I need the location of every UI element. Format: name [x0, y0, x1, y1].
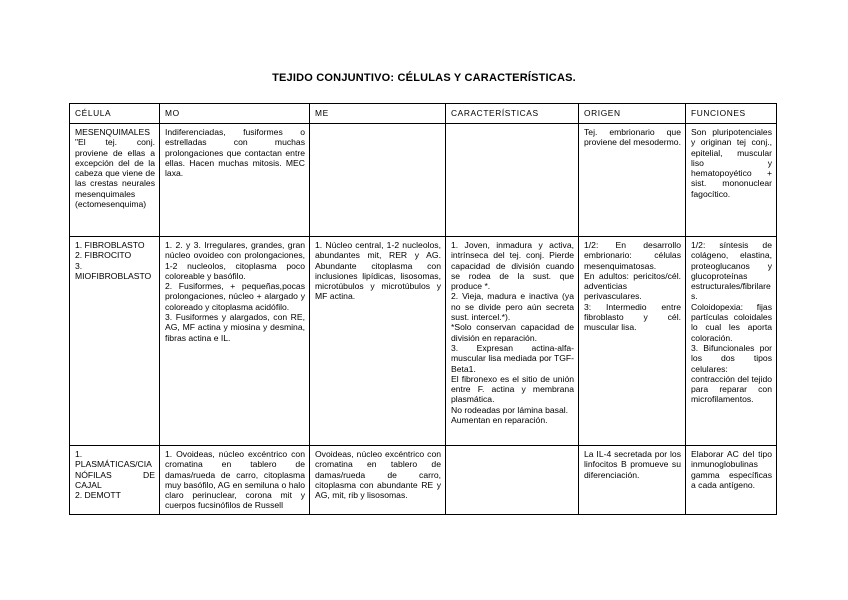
cell-me: 1. Núcleo central, 1-2 nucleolos, abundantes mit, RER y AG. Abundante citoplasma con inclusiones lipídicas, lisosomas, microtúbulos y microtúbulos y MF actina.	[310, 237, 446, 446]
cell-me: Ovoideas, núcleo excéntrico con cromatina en tablero de damas/rueda de carro, citoplasma con abundante RE y AG, mit, rib y lisosomas.	[310, 446, 446, 515]
cell-funciones: Son pluripotenciales y originan tej conj., epitelial, muscular liso y hematopoyético + sist. mononuclear fagocítico.	[686, 124, 777, 237]
header-caracteristicas: CARACTERÍSTICAS	[446, 104, 579, 124]
cell-origen: 1/2: En desarrollo embrionario: células mesenquimatosas. En adultos: pericitos/cél. adventicias perivasculares. 3: Intermedio entre fibroblasto y cél. muscular lisa.	[579, 237, 686, 446]
cell-caracteristicas	[446, 124, 579, 237]
table-row	[70, 124, 777, 237]
cell-origen: La IL-4 secretada por los linfocitos B promueve su diferenciación.	[579, 446, 686, 515]
header-me: ME	[310, 104, 446, 124]
cell-mo: Indiferenciadas, fusiformes o estrelladas con muchas prolongaciones que contactan entre ellas. Hacen muchas mitosis. MEC laxa.	[160, 124, 310, 237]
cell-me	[310, 124, 446, 237]
header-celula: CÉLULA	[70, 104, 160, 124]
header-funciones: FUNCIONES	[686, 104, 777, 124]
table-header-row	[70, 104, 777, 124]
cell-origen: Tej. embrionario que proviene del mesodermo.	[579, 124, 686, 237]
header-mo: MO	[160, 104, 310, 124]
table-row	[70, 446, 777, 515]
cell-table	[69, 103, 777, 515]
cell-mo: 1. Ovoideas, núcleo excéntrico con cromatina en tablero de damas/rueda de carro, citoplasma muy basófilo, AG en semiluna o halo claro perinuclear, corona mit y cuerpos fucsinófilos de Russell	[160, 446, 310, 515]
document-title: TEJIDO CONJUNTIVO: CÉLULAS Y CARACTERÍSTICAS.	[272, 72, 576, 84]
cell-funciones: Elaborar AC del tipo inmunoglobulinas gamma específicas a cada antígeno.	[686, 446, 777, 515]
cell-caracteristicas	[446, 446, 579, 515]
header-origen: ORIGEN	[579, 104, 686, 124]
cell-celula: 1. PLASMÁTICAS/CIANÓFILAS DE CAJAL 2. DEMOTT	[70, 446, 160, 515]
cell-celula: 1. FIBROBLASTO 2. FIBROCITO 3. MIOFIBROBLASTO	[70, 237, 160, 446]
cell-caracteristicas: 1. Joven, inmadura y activa, intrínseca del tej. conj. Pierde capacidad de división cuando se rodea de la sust. que produce *. 2. Vieja, madura e inactiva (ya no se divide pero aún secreta sust. intercel.*). *Solo conservan capacidad de división en reparación. 3. Expresan actina-alfa-muscular lisa mediada por TGF-Beta1. El fibronexo es el sitio de unión entre F. actina y membrana plasmática. No rodeadas por lámina basal. Aumentan en reparación.	[446, 237, 579, 446]
cell-funciones: 1/2: síntesis de colágeno, elastina, proteoglucanos y glucoproteínas estructurales/fibrilares. Coloidopexia: fijas partículas coloidales lo cual les aporta coloración. 3. Bifuncionales por los dos tipos celulares: contracción del tejido para reparar con microfilamentos.	[686, 237, 777, 446]
table-row	[70, 237, 777, 446]
cell-mo: 1. 2. y 3. Irregulares, grandes, gran núcleo ovoideo con prolongaciones, 1-2 nucleolos, citoplasma poco coloreable y basófilo. 2. Fusiformes, + pequeñas,pocas prolongaciones, núcleo + alargado y coloreado y citoplasma acidófilo. 3. Fusiformes y alargados, con RE, AG, MF actina y miosina y desmina, fibras actina e IL.	[160, 237, 310, 446]
cell-celula: MESENQUIMALES "El tej. conj. proviene de ellas a excepción del de la cabeza que viene de las crestas neurales mesenquimales (ectomesenquima)	[70, 124, 160, 237]
